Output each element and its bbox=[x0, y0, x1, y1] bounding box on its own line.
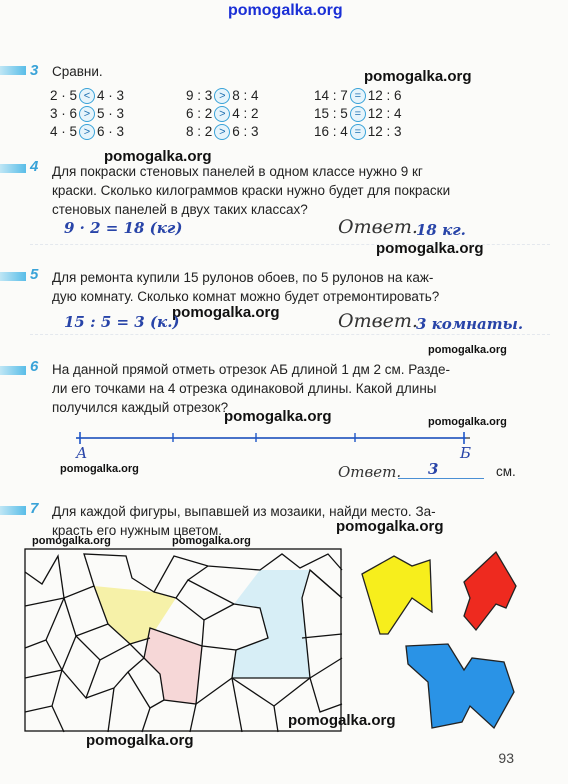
compare-row: 4 · 5 > 6 · 3 bbox=[50, 124, 125, 139]
comparison-sign[interactable]: < bbox=[79, 88, 95, 104]
watermark: pomogalka.org bbox=[288, 712, 396, 729]
answer-value: 3 bbox=[428, 460, 439, 478]
answer-line bbox=[30, 334, 550, 335]
task-marker-bar bbox=[0, 66, 26, 75]
answer-value: 3 комнаты. bbox=[416, 315, 524, 333]
task-marker-bar bbox=[0, 164, 26, 173]
task-text-line: На данной прямой отметь отрезок АБ длиной 1 дм 2 см. Разде- bbox=[52, 362, 450, 377]
watermark: pomogalka.org bbox=[60, 463, 139, 475]
watermark: pomogalka.org bbox=[428, 344, 507, 356]
task-number: 3 bbox=[30, 62, 39, 79]
answer-unit: см. bbox=[496, 464, 516, 479]
task-text-line: стеновых панелей в двух таких классах? bbox=[52, 202, 308, 217]
task-number: 5 bbox=[30, 266, 39, 283]
task-text-line: дую комнату. Сколько комнат можно будет отремонтировать? bbox=[52, 289, 440, 304]
point-label-b: Б bbox=[460, 444, 472, 462]
compare-row: 8 : 2 > 6 : 3 bbox=[186, 124, 259, 139]
comparison-sign[interactable]: > bbox=[214, 106, 230, 122]
compare-row: 15 : 5 = 12 : 4 bbox=[314, 106, 402, 121]
compare-row: 9 : 3 > 8 : 4 bbox=[186, 88, 259, 103]
comparison-sign[interactable]: = bbox=[350, 124, 366, 140]
watermark: pomogalka.org bbox=[86, 732, 194, 749]
task-text-line: Для ремонта купили 15 рулонов обоев, по 5 рулонов на каж- bbox=[52, 270, 434, 285]
compare-row: 16 : 4 = 12 : 3 bbox=[314, 124, 402, 139]
watermark: pomogalka.org bbox=[104, 148, 212, 165]
page-number: 93 bbox=[498, 750, 514, 766]
answer-label: Ответ. bbox=[338, 463, 402, 481]
compare-row: 14 : 7 = 12 : 6 bbox=[314, 88, 402, 103]
watermark: pomogalka.org bbox=[32, 535, 111, 547]
compare-row: 6 : 2 > 4 : 2 bbox=[186, 106, 259, 121]
shape-red bbox=[456, 546, 526, 636]
task-number: 4 bbox=[30, 158, 39, 175]
solution: 9 · 2 = 18 (кг) bbox=[64, 219, 183, 237]
watermark-top: pomogalka.org bbox=[228, 2, 343, 19]
number-line bbox=[70, 426, 480, 450]
watermark: pomogalka.org bbox=[172, 304, 280, 321]
task-text-line: красть его нужным цветом. bbox=[52, 523, 222, 538]
comparison-sign[interactable]: > bbox=[214, 124, 230, 140]
watermark: pomogalka.org bbox=[172, 535, 251, 547]
comparison-sign[interactable]: > bbox=[79, 124, 95, 140]
watermark: pomogalka.org bbox=[336, 518, 444, 535]
answer-value: 18 кг. bbox=[416, 221, 466, 239]
answer-label: Ответ. bbox=[338, 310, 418, 332]
task-number: 6 bbox=[30, 358, 39, 375]
task-title: Сравни. bbox=[52, 64, 103, 79]
task-marker-bar bbox=[0, 366, 26, 375]
watermark: pomogalka.org bbox=[376, 240, 484, 257]
task-marker-bar bbox=[0, 506, 26, 515]
comparison-sign[interactable]: > bbox=[79, 106, 95, 122]
task-number: 7 bbox=[30, 500, 39, 517]
mosaic-board bbox=[24, 548, 344, 734]
watermark: pomogalka.org bbox=[428, 416, 507, 428]
watermark: pomogalka.org bbox=[364, 68, 472, 85]
task-marker-bar bbox=[0, 272, 26, 281]
shape-yellow bbox=[354, 548, 444, 640]
comparison-sign[interactable]: = bbox=[350, 106, 366, 122]
comparison-sign[interactable]: > bbox=[214, 88, 230, 104]
task-text-line: краски. Сколько килограммов краски нужно будет для покраски bbox=[52, 183, 451, 198]
task-text-line: ли его точками на 4 отрезка одинаковой длины. Какой длины bbox=[52, 381, 437, 396]
compare-row: 2 · 5 < 4 · 3 bbox=[50, 88, 125, 103]
watermark: pomogalka.org bbox=[224, 408, 332, 425]
compare-row: 3 · 6 > 5 · 3 bbox=[50, 106, 125, 121]
answer-label: Ответ. bbox=[338, 216, 418, 238]
task-text-line: Для покраски стеновых панелей в одном классе нужно 9 кг bbox=[52, 164, 423, 179]
task-text-line: получился каждый отрезок? bbox=[52, 400, 229, 415]
answer-underline bbox=[398, 478, 484, 479]
comparison-sign[interactable]: = bbox=[350, 88, 366, 104]
mosaic-cell-blue bbox=[232, 570, 310, 678]
task-text-line: Для каждой фигуры, выпавшей из мозаики, найди место. За- bbox=[52, 504, 436, 519]
solution: 15 : 5 = 3 (к.) bbox=[64, 313, 180, 331]
shape-blue bbox=[400, 636, 518, 732]
point-label-a: А bbox=[76, 444, 88, 462]
